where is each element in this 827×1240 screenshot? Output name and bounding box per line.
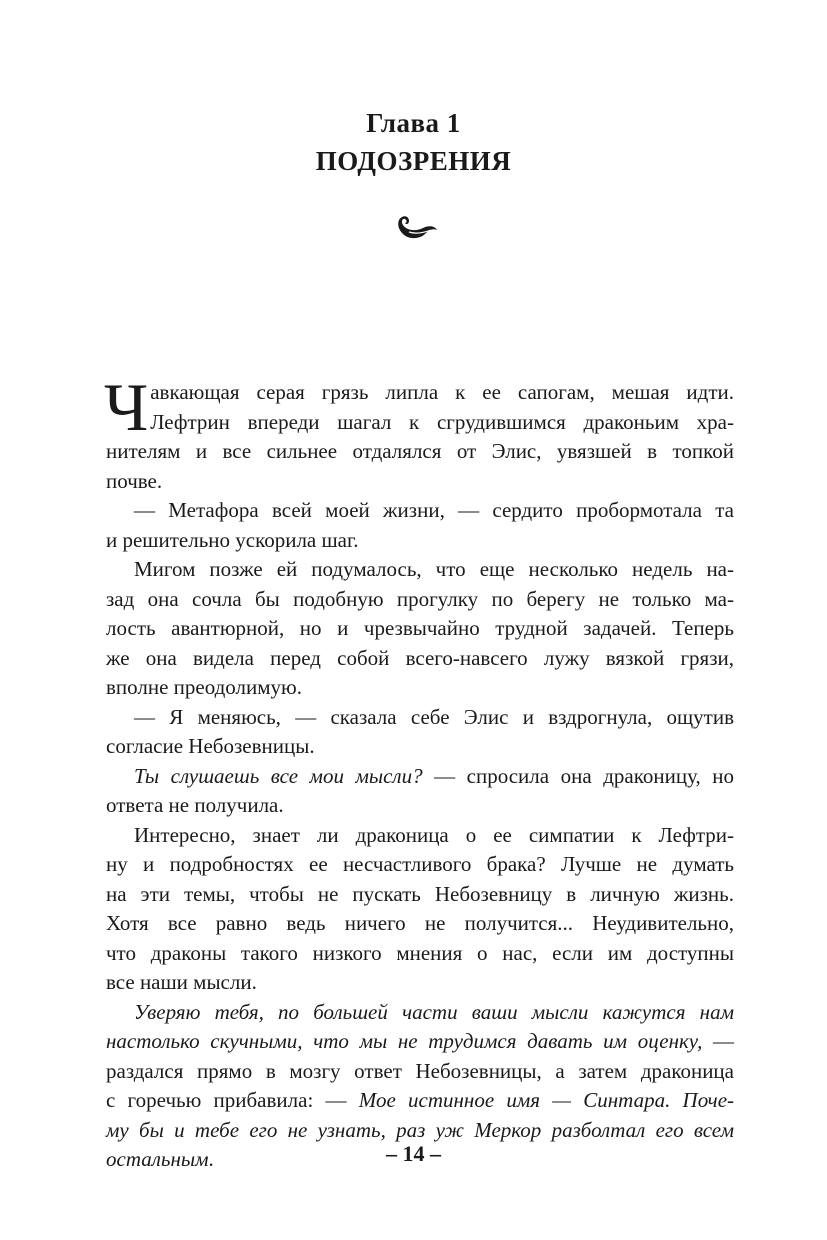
- text-line: Хотя все равно ведь ничего не получится... Неудивительно,: [106, 911, 734, 935]
- text-line: [106, 1086, 734, 1116]
- text-line: лость авантюрной, но и чрезвычайно трудной задачей. Теперь: [106, 616, 734, 640]
- speech-text: —: [702, 1029, 735, 1053]
- text-line: — Я меняюсь, — сказала себе Элис и вздрогнула, ощутив: [134, 704, 734, 729]
- text-line: и решительно ускорила шаг.: [106, 527, 359, 552]
- text-line: нителям и все сильнее отдалялся от Элис, увязшей в топкой: [106, 439, 734, 463]
- body-text: [104, 369, 735, 1175]
- speech-text: с горечью прибавила: —: [106, 1088, 347, 1112]
- text-line: авкающая серая грязь липла к ее сапогам, мешая идти.: [150, 380, 734, 404]
- text-line: Интересно, знает ли драконица о ее симпатии к Лефтри-: [134, 822, 734, 847]
- speech-text: .: [208, 1147, 214, 1171]
- speech-text: — спросила она драконицу, но: [422, 763, 734, 788]
- page-number: – 14 –: [386, 1141, 441, 1166]
- text-line: почве.: [106, 468, 163, 493]
- text-line: Уверяю тебя, по большей части ваши мысли кажутся нам: [134, 999, 734, 1024]
- thought-text: Ты слушаешь все мои мысли?: [134, 763, 423, 788]
- text-line: ответа не получила.: [106, 793, 284, 817]
- text-line: на эти темы, чтобы не пускать Небозевницу в личную жизнь.: [106, 881, 734, 906]
- text-line: зад она сочла бы подобную прогулку по берегу не только ма-: [106, 586, 734, 611]
- text-line: му бы и тебе его не узнать, раз уж Меркор разболтал его всем: [106, 1117, 734, 1142]
- text-line: Мигом позже ей подумалось, что еще несколько недель на-: [134, 557, 734, 581]
- text-line: же она видела перед собой всего-навсего лужу вязкой грязи,: [106, 645, 734, 670]
- text-line: все наши мысли.: [106, 970, 257, 994]
- thought-text: остальным: [106, 1147, 209, 1171]
- text-line: [106, 1027, 734, 1057]
- leaf-ornament-icon: [395, 212, 439, 242]
- text-line: вполне преодолимую.: [106, 675, 302, 699]
- text-line: согласие Небозевницы.: [106, 734, 315, 758]
- text-line: раздался прямо в мозгу ответ Небозевницы, а затем драконица: [106, 1058, 734, 1083]
- text-line: что драконы такого низкого мнения о нас, если им доступны: [106, 940, 734, 965]
- text-line: ну и подробностях ее несчастливого брака? Лучше не думать: [106, 852, 734, 876]
- text-line: [106, 762, 734, 792]
- chapter-title: ПОДОЗРЕНИЯ: [315, 146, 512, 176]
- drop-cap: Ч: [104, 369, 149, 445]
- text-line: — Метафора всей моей жизни, — сердито пробормотала та: [134, 498, 734, 522]
- thought-text: настолько скучными, что мы не трудимся давать им оценку,: [106, 1029, 703, 1053]
- thought-text: Мое истинное имя — Синтара. Поче-: [346, 1088, 735, 1112]
- chapter-label: Глава 1: [366, 108, 461, 138]
- text-line: Лефтрин впереди шагал к сгрудившимся драконьим хра-: [150, 409, 734, 434]
